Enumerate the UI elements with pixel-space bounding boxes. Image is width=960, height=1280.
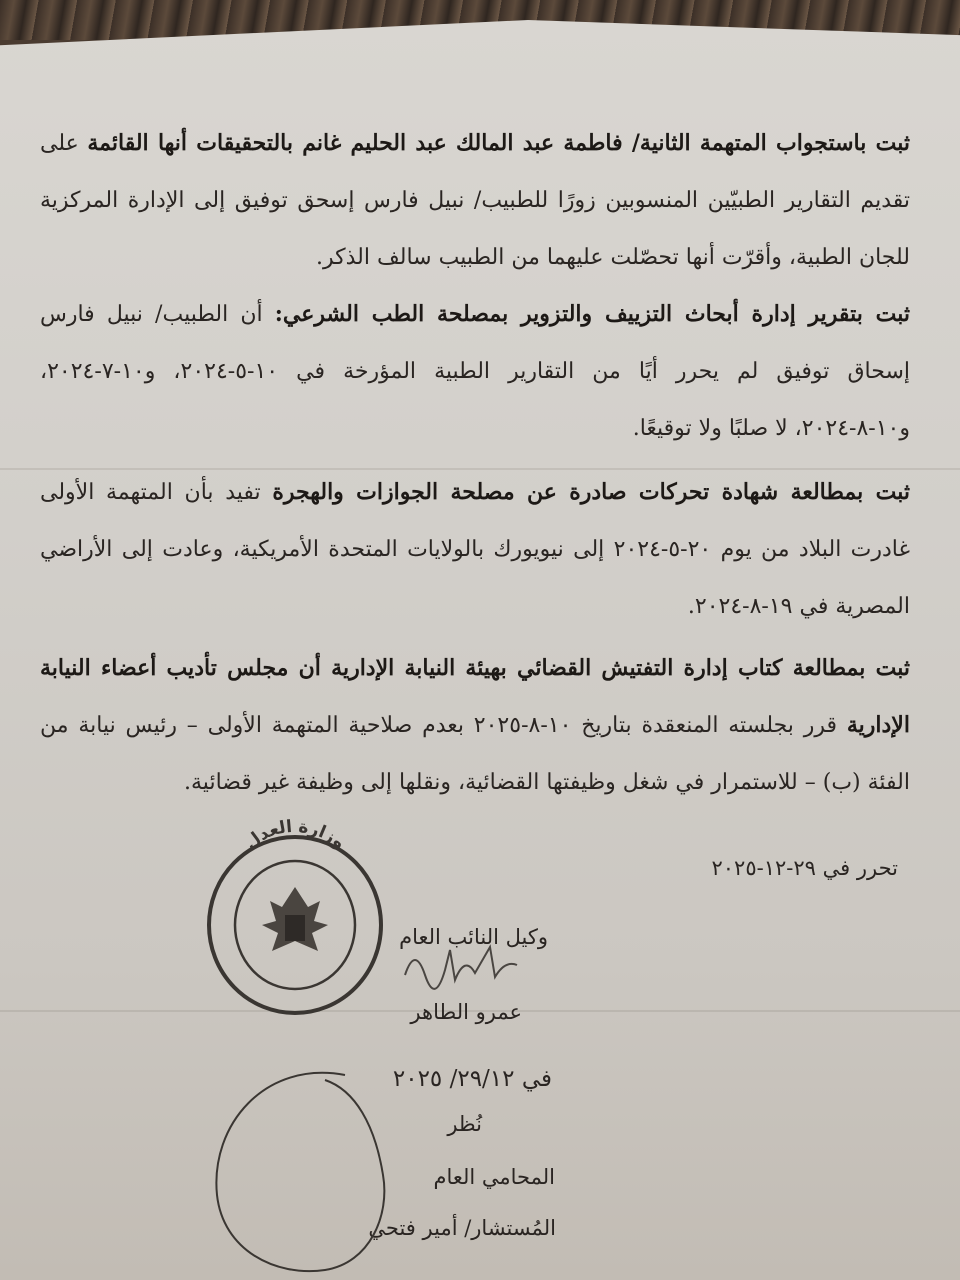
paragraph-travel-certificate <box>40 464 910 635</box>
paragraph-interrogation <box>40 115 910 286</box>
paragraph-body: قرر بجلسته المنعقدة بتاريخ ١٠-٨-٢٠٢٥ بعدم صلاحية المتهمة الأولى – رئيس نيابة من الفئة (ب) – للاستمرار في شغل وظيفتها القضائية، ونقلها إلى وظيفة غير قضائية. <box>40 713 910 795</box>
paragraph-lead: ثبت بمطالعة كتاب إدارة التفتيش القضائي بهيئة النيابة الإدارية أن مجلس تأديب أعضاء النيابة الإدارية <box>40 655 910 738</box>
signature-scribble <box>395 935 525 995</box>
official-stamp <box>200 815 390 1015</box>
signatory-name: عمرو الطاهر <box>410 1000 522 1024</box>
paragraph-lead: ثبت بتقرير إدارة أبحاث التزييف والتزوير بمصلحة الطب الشرعي: <box>274 301 911 327</box>
hand-drawn-circle <box>205 1065 395 1275</box>
stamp-text: وزارة العدل <box>241 816 350 854</box>
review-date: في ٢٩/١٢/ ٢٠٢٥ <box>392 1066 552 1092</box>
paragraph-body: على تقديم التقارير الطبيّين المنسوبين زورًا للطبيب/ نبيل فارس إسحق توفيق إلى الإدارة المركزية للجان الطبية، وأقرّت أنها تحصّلت عليهما من الطبيب سالف الذكر. <box>40 131 910 270</box>
approver-name: المُستشار/ أمير فتحي <box>368 1216 556 1240</box>
approver-title: المحامي العام <box>433 1165 555 1189</box>
paragraph-body: تفيد بأن المتهمة الأولى غادرت البلاد من يوم ٢٠-٥-٢٠٢٤ إلى نيويورك بالولايات المتحدة الأمريكية، وعادت إلى الأراضي المصرية في ١٩-٨-٢٠٢٤. <box>40 480 910 619</box>
svg-text:وزارة العدل <box>241 817 349 854</box>
paragraph-forensic-report <box>40 286 910 457</box>
signatory-title: وكيل النائب العام <box>399 925 548 949</box>
seen-mark: نُظر <box>447 1112 482 1136</box>
paragraph-lead: ثبت باستجواب المتهمة الثانية/ فاطمة عبد المالك عبد الحليم غانم بالتحقيقات أنها القائمة <box>87 130 910 156</box>
paragraph-body: أن الطبيب/ نبيل فارس إسحاق توفيق لم يحرر أيًا من التقارير الطبية المؤرخة في ١٠-٥-٢٠٢٤، و١٠-٧-٢٠٢٤، و١٠-٨-٢٠٢٤، لا صلبًا ولا توقيعًا. <box>40 302 910 441</box>
paragraph-lead: ثبت بمطالعة شهادة تحركات صادرة عن مصلحة الجوازات والهجرة <box>272 479 910 505</box>
paragraph-disciplinary-decision <box>40 640 910 811</box>
written-on-date: تحرر في ٢٩-١٢-٢٠٢٥ <box>711 856 898 880</box>
